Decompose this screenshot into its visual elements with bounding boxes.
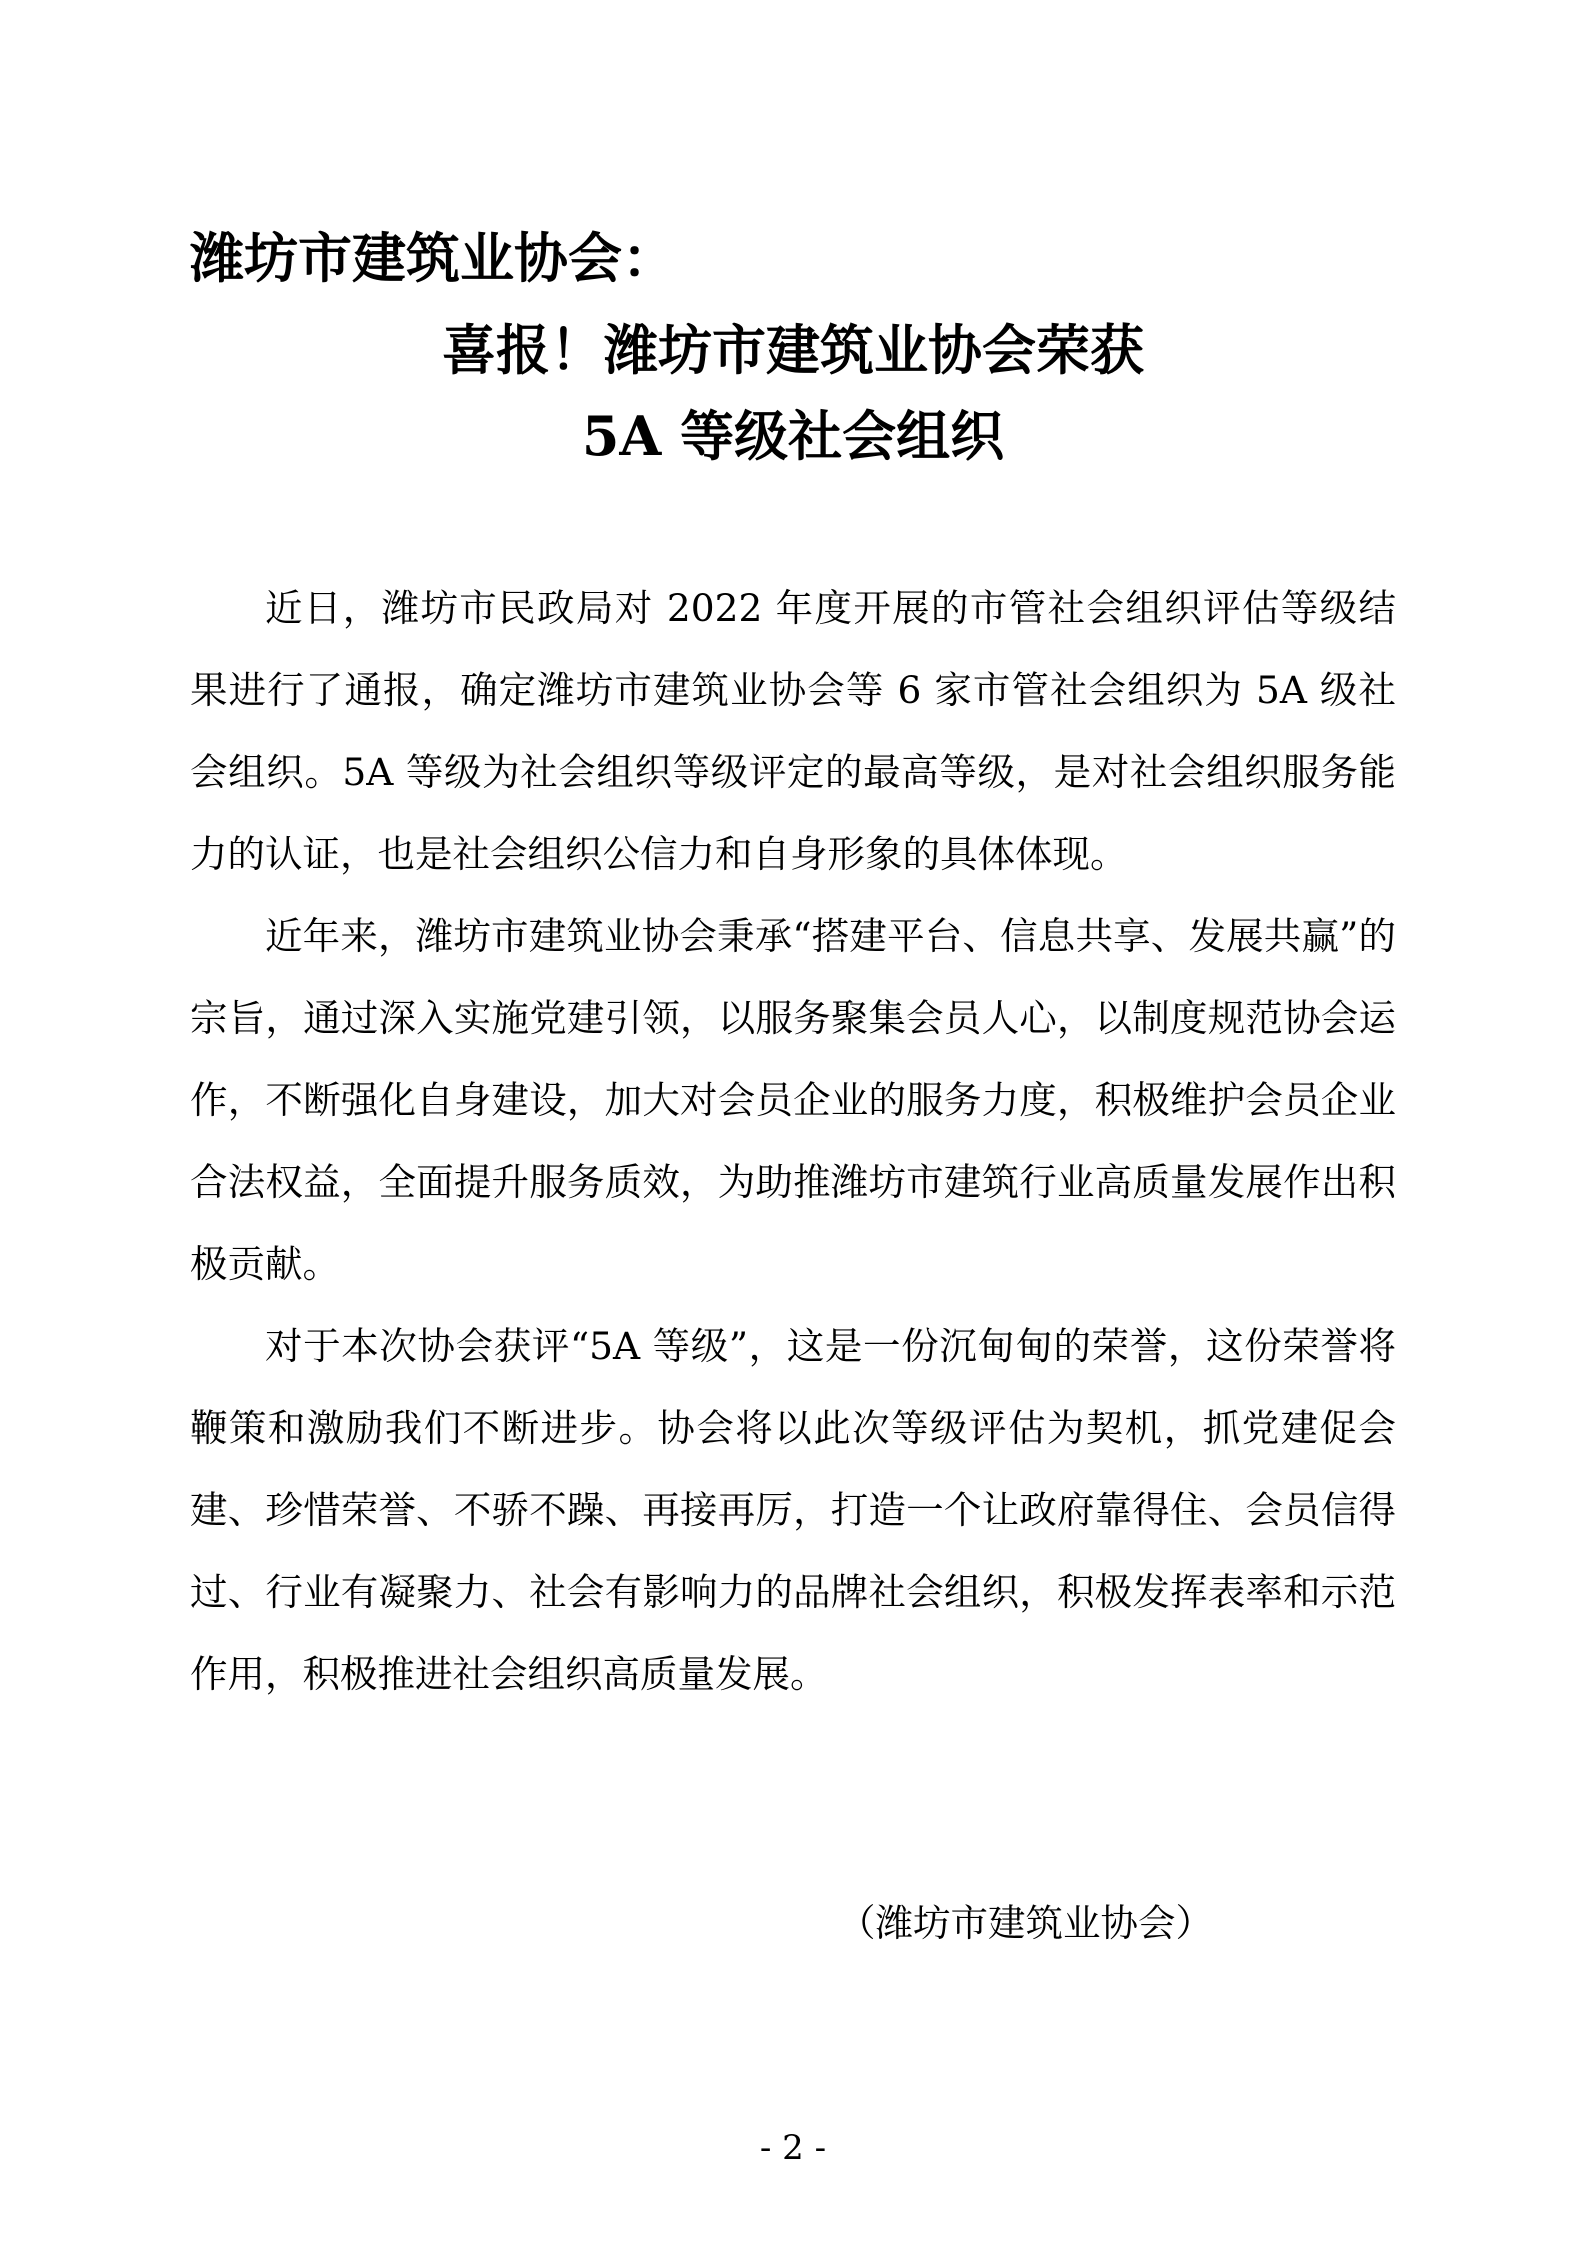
article-body bbox=[190, 567, 1396, 1715]
title-line-1: 喜报！潍坊市建筑业协会荣获 bbox=[442, 318, 1144, 382]
paragraph-3: 对于本次协会获评“5A 等级”，这是一份沉甸甸的荣誉，这份荣誉将鞭策和激励我们不断进步。协会将以此次等级评估为契机，抓党建促会建、珍惜荣誉、不骄不躁、再接再厉，打造一个让政府靠得住、会员信得过、行业有凝聚力、社会有影响力的品牌社会组织，积极发挥表率和示范作用，积极推进社会组织高质量发展。 bbox=[190, 1324, 1396, 1696]
paragraph-2: 近年来，潍坊市建筑业协会秉承“搭建平台、信息共享、发展共赢”的宗旨，通过深入实施党建引领，以服务聚集会员人心，以制度规范协会运作，不断强化自身建设，加大对会员企业的服务力度，积极维护会员企业合法权益，全面提升服务质效，为助推潍坊市建筑行业高质量发展作出积极贡献。 bbox=[190, 914, 1396, 1286]
paragraph-1: 近日，潍坊市民政局对 2022 年度开展的市管社会组织评估等级结果进行了通报，确定潍坊市建筑业协会等 6 家市管社会组织为 5A 级社会组织。5A 等级为社会组织等级评定的最高等级，是对社会组织服务能力的认证，也是社会组织公信力和自身形象的具体体现。 bbox=[190, 586, 1396, 876]
title-line-2: 5A 等级社会组织 bbox=[581, 404, 1005, 468]
signature: （潍坊市建筑业协会） bbox=[838, 1901, 1213, 1945]
page-number: - 2 - bbox=[759, 2128, 827, 2168]
organization-heading: 潍坊市建筑业协会： bbox=[190, 226, 676, 290]
